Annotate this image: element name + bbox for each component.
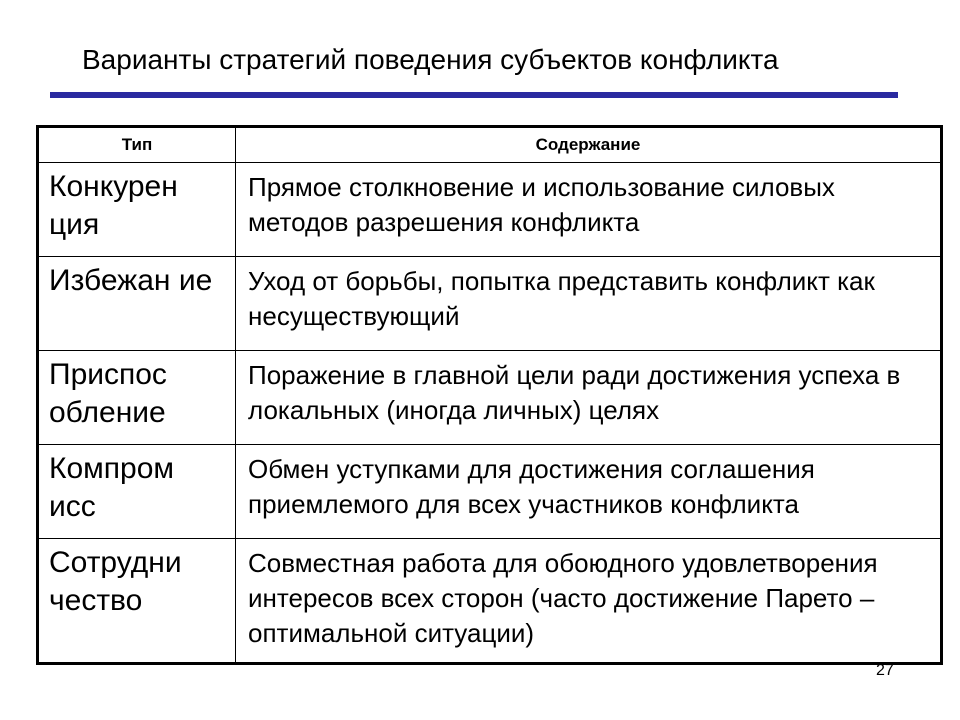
- header-content: Содержание: [236, 127, 942, 163]
- strategy-content-cell: Совместная работа для обоюдного удовлетворения интересов всех сторон (часто достижение Парето – оптимальной ситуации): [236, 539, 942, 664]
- slide-title: Варианты стратегий поведения субъектов конфликта: [82, 44, 779, 75]
- strategy-content-cell: Обмен уступками для достижения соглашения приемлемого для всех участников конфликта: [236, 445, 942, 539]
- table-row: [38, 257, 942, 351]
- strategies-table: [36, 125, 943, 665]
- table-row: [38, 163, 942, 257]
- table-row: [38, 445, 942, 539]
- strategy-type-cell: Компром исс: [38, 445, 236, 539]
- table-row: [38, 539, 942, 664]
- page-number: 27: [876, 662, 894, 679]
- strategy-content-cell: Уход от борьбы, попытка представить конфликт как несуществующий: [236, 257, 942, 351]
- header-type: Тип: [38, 127, 236, 163]
- table-header-row: [38, 127, 942, 163]
- strategy-type-cell: Конкурен ция: [38, 163, 236, 257]
- strategy-type-cell: Избежан ие: [38, 257, 236, 351]
- strategy-type-cell: Приспос обление: [38, 351, 236, 445]
- title-underline: [50, 92, 898, 98]
- table-row: [38, 351, 942, 445]
- strategy-content-cell: Прямое столкновение и использование силовых методов разрешения конфликта: [236, 163, 942, 257]
- strategy-content-cell: Поражение в главной цели ради достижения успеха в локальных (иногда личных) целях: [236, 351, 942, 445]
- strategy-type-cell: Сотрудни чество: [38, 539, 236, 664]
